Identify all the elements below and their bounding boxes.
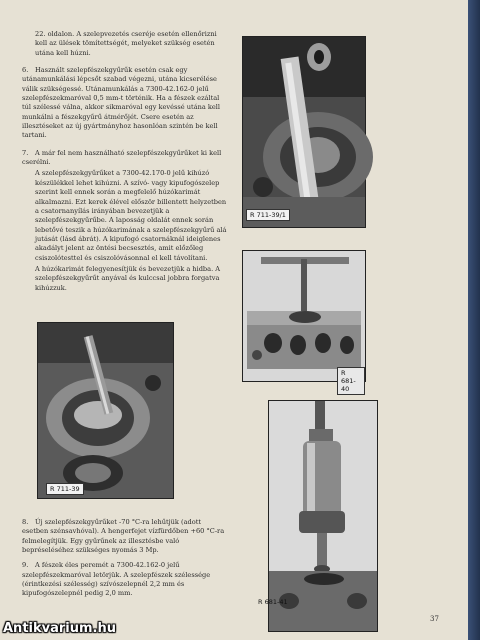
figure-label: R 681-40 — [337, 367, 365, 395]
paragraph-text: Új szelepfészekgyűrűket -70 °C-ra lehűtjük (adott esetben szénsavhóval). A hengerfejet vízfürdőben +60 °C-ra felmelegítjük. Egy gyűrűnek az illesztésbe való bepréseléséhez szükséges nyomás 3 Mp. — [22, 518, 225, 555]
photo-r681-41 — [258, 400, 378, 632]
paragraph-number: 8. — [22, 518, 29, 526]
figure-label: R 711-39/1 — [246, 209, 290, 221]
figure-label: R 711-39 — [46, 483, 84, 495]
figure-label: R 681-41 — [258, 598, 288, 606]
paragraph-text: A már fel nem használható szelepfészekgyűrűket ki kell cserélni. — [22, 148, 222, 167]
photo-r681-40 — [242, 250, 366, 393]
paragraph-number: 7. — [22, 148, 29, 157]
photo-r711-39 — [37, 322, 174, 499]
photo-image — [38, 323, 173, 498]
paragraph-22: 22. oldalon. A szelepvezetés cseréje esetén ellenőrizni kell az ülések tömítettségét, melyeket szükség esetén utána kell húzni. — [35, 30, 217, 57]
paragraph-number: 6. — [22, 66, 29, 75]
paragraph-7 — [22, 149, 227, 168]
paragraph-text: A fészek éles peremét a 7300-42.162-0 jelű szelepfészekmaróval letörjük. A szelepfészek szélessége (érintkezési szélesség) szívószelepnél 2,2 mm és kipufogószelepnél pedig 2,0 mm. — [22, 561, 211, 598]
photo-image — [243, 37, 365, 227]
paragraph-6 — [22, 66, 227, 141]
paragraph-7b: A szelepfészekgyűrűket a 7300-42.170-0 jelű kihúzó készülékkel lehet kihúzni. A szívó- vagy kipufogószelep szerint kell ennek során a megfelelő húzókarimát alkalmazni. Ezt kerek élével először billentett helyzetben a csatornanyílás irányában bevezetjük a szelepfészekgyűrűbe. A laposság oldalát ennek során lebetővé teszik a húzókarimának a szelepfészekgyűrű alá jutását (lásd ábrát). A kipufogó csatornáknál ideiglenes akadályt jelent az öntési becsesztés, amit előzőleg csiszolótesttel és csiszolóvásonnal el kell távolítani. — [35, 169, 227, 262]
paragraph-8 — [22, 518, 227, 555]
paragraph-number: 9. — [22, 561, 29, 570]
text-column-top — [22, 30, 227, 293]
photo-image — [243, 251, 365, 381]
book-binding — [468, 0, 480, 640]
text-column-bottom — [22, 518, 227, 599]
paragraph-7c: A húzókarimát felegyenesítjük és bevezetjük a hidba. A szelepfészekgyűrűt anyával és kulccsal jobbra forgatva kihúzzuk. — [35, 264, 221, 292]
paragraph-text: Használt szelepfészekgyűrűk esetén csak egy utánamunkálási lépcsőt szabad végezni, utána kicserélése válik szükségessé. Utánamunkálás a 7300-42.162-0 jelű szelepfészekmaróval 0,5 mm-t történik. Ha a fészek ezáltal túl szélessé válna, akkor sikmaróval egy kevéssé utána kell munkálni a fészekgyűrű átmérőjét. Csere esetén az illesztéseket az új gyártmányhoz hasonlóan szintén be kell tartani. — [22, 66, 221, 140]
paragraph-9 — [22, 561, 227, 598]
photo-r711-39-1 — [242, 36, 366, 228]
page-number: 37 — [430, 615, 439, 623]
watermark: Antikvarium.hu — [3, 621, 116, 636]
